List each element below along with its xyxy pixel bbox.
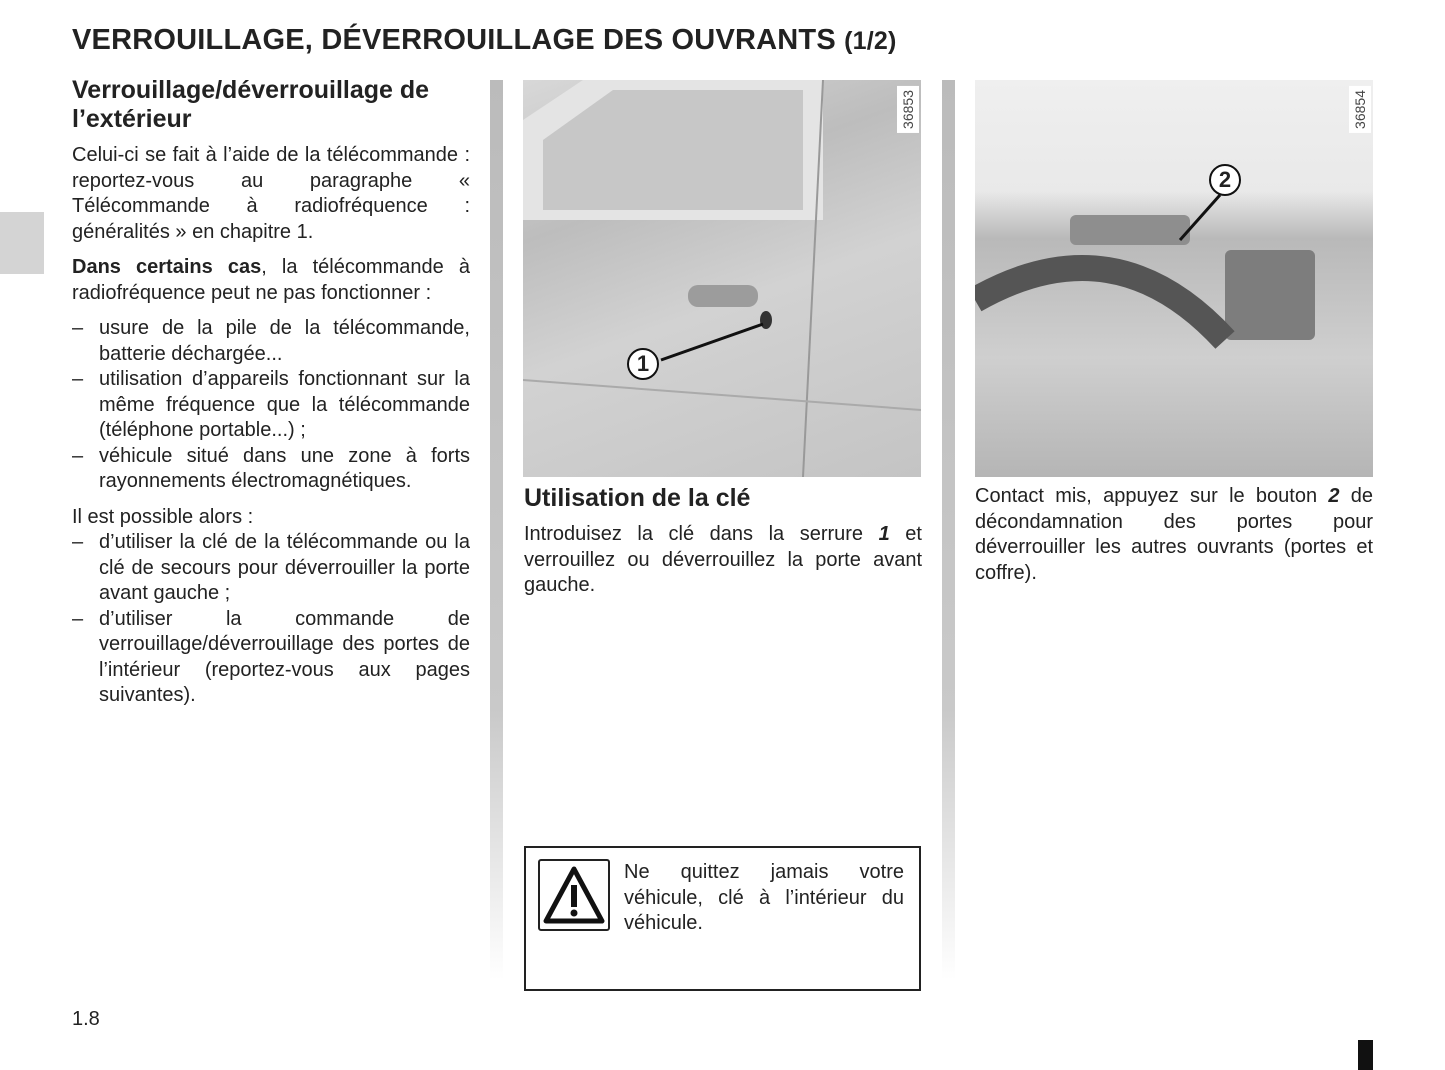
page-title <box>72 24 897 57</box>
list-item: – usure de la pile de la télécommande, batterie déchargée... <box>72 316 470 367</box>
list-item: – d’utiliser la commande de verrouillage/déverrouillage des portes de l’intérieur (reportez-vous aux pages suivantes). <box>72 607 470 709</box>
title-text: VERROUILLAGE, DÉVERROUILLAGE DES OUVRANTS <box>72 24 836 56</box>
list-item: – utilisation d’appareils fonctionnant sur la même fréquence que la télécommande (téléphone portable...) ; <box>72 367 470 444</box>
text: de décondamnation des portes pour déverrouiller les autres ouvrants (portes et coffre). <box>975 485 1374 584</box>
options-list <box>72 530 470 709</box>
list-item: – véhicule situé dans une zone à forts rayonnements électromagnétiques. <box>72 444 470 495</box>
reference-number: 2 <box>1328 485 1340 507</box>
paragraph <box>975 484 1373 586</box>
causes-list <box>72 316 470 495</box>
paragraph: Celui-ci se fait à l’aide de la télécommande : reportez-vous au paragraphe « Télécommande à radiofréquence : généralités » en chapitre 1. <box>72 144 470 243</box>
paragraph: Il est possible alors : <box>72 505 254 528</box>
list-item: – d’utiliser la clé de la télécommande ou la clé de secours pour déverrouiller la porte avant gauche ; <box>72 530 470 607</box>
page-number: 1.8 <box>72 1008 100 1030</box>
title-part: (1/2) <box>844 27 897 55</box>
left-column <box>72 76 470 719</box>
reference-number: 1 <box>878 523 890 545</box>
dashboard-drawing <box>975 80 1373 477</box>
bold-text: Dans certains cas <box>72 256 262 278</box>
section-heading: Verrouillage/déverrouillage de l’extérieur <box>72 76 430 133</box>
warning-box <box>524 846 921 991</box>
text: Contact mis, appuyez sur le bouton <box>975 485 1329 507</box>
paragraph <box>72 255 470 306</box>
door-lock-illustration <box>523 80 921 477</box>
dashboard-illustration <box>975 80 1373 477</box>
page-edge-mark <box>1358 1040 1373 1070</box>
warning-triangle-icon <box>538 859 610 931</box>
warning-text: Ne quittez jamais votre véhicule, clé à l’intérieur du véhicule. <box>624 861 904 934</box>
paragraph <box>524 522 922 599</box>
middle-column <box>524 484 922 609</box>
car-door-drawing <box>523 80 921 477</box>
image-number: 36853 <box>897 86 919 133</box>
image-number: 36854 <box>1349 86 1371 133</box>
callout-1: 1 <box>627 348 659 380</box>
chapter-tab <box>0 212 44 274</box>
callout-2: 2 <box>1209 164 1241 196</box>
column-divider <box>490 80 503 980</box>
section-heading: Utilisation de la clé <box>524 484 751 512</box>
text: , la télécommande à radiofréquence peut ne pas fonctionner : <box>72 256 470 304</box>
right-column <box>975 484 1373 596</box>
text: et verrouillez ou déverrouillez la porte avant gauche. <box>524 523 922 596</box>
column-divider <box>942 80 955 980</box>
text: Introduisez la clé dans la serrure <box>524 523 879 545</box>
